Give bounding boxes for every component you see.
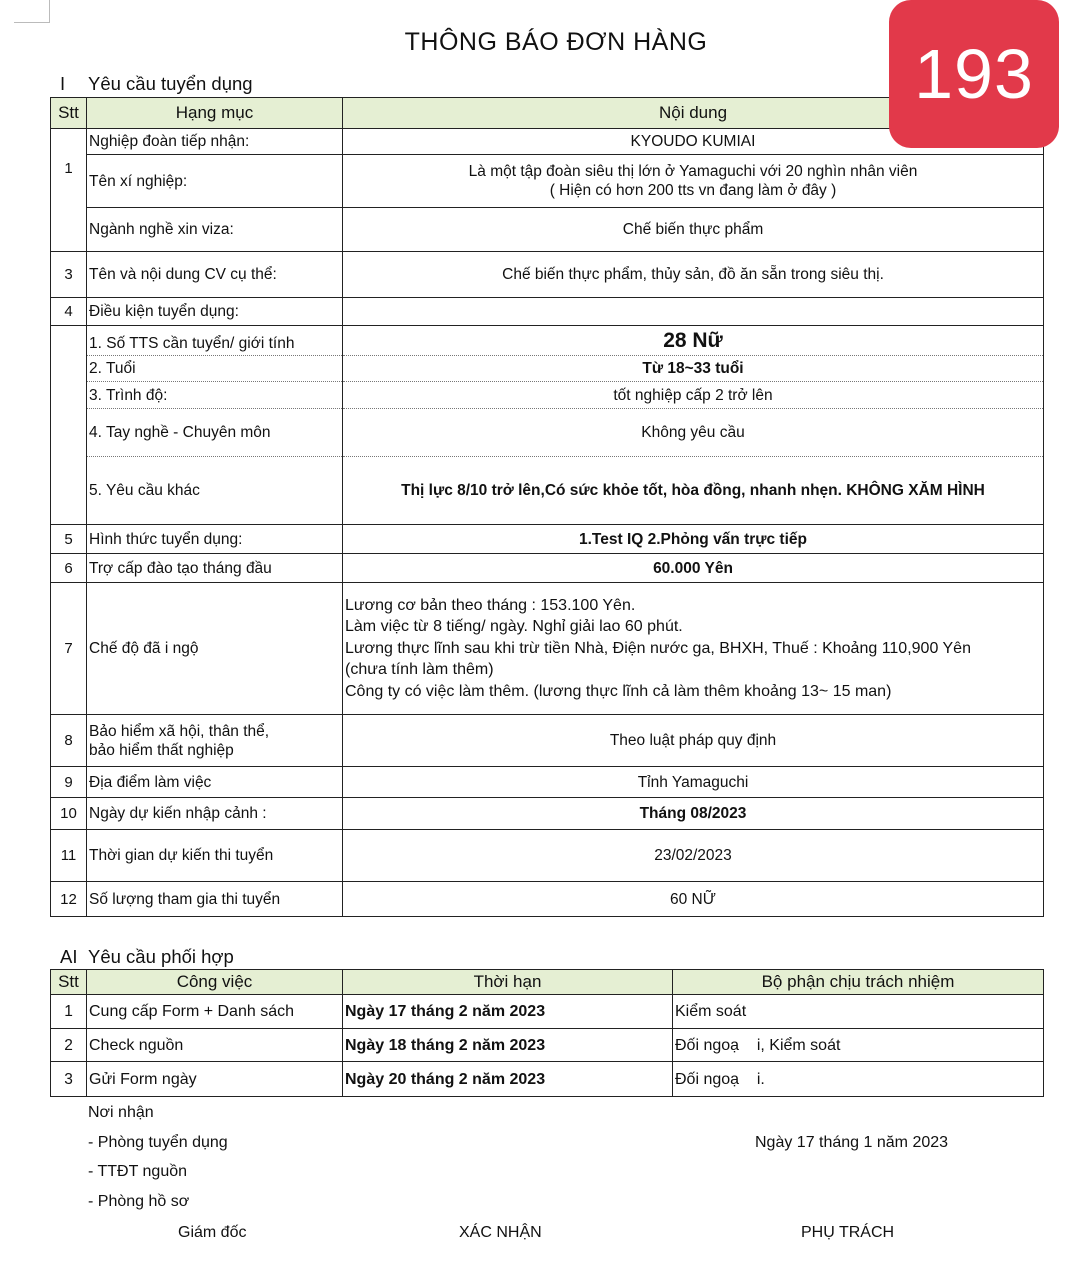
table-row: [51, 525, 1044, 554]
insurance-label: Bảo hiểm xã hội, thân thể,: [89, 722, 270, 740]
row-department: Đối ngoạ i, Kiểm soát: [673, 1029, 1044, 1062]
section-2-label: Yêu cầu phối hợp: [88, 946, 234, 967]
table-header-row: [51, 970, 1044, 995]
row-label: 2. Tuổi: [87, 356, 343, 382]
row-label: Tên xí nghiệp:: [87, 155, 343, 208]
row-value: Tháng 08/2023: [343, 798, 1044, 830]
document-title: THÔNG BÁO ĐƠN HÀNG: [404, 28, 708, 56]
table-row: [51, 326, 1044, 356]
company-description: Là một tập đoàn siêu thị lớn ở Yamaguchi với 20 nghìn nhân viên: [468, 163, 918, 180]
table-row: [51, 830, 1044, 882]
row-value: Theo luật pháp quy định: [343, 715, 1044, 767]
row-label: Trợ cấp đào tạo tháng đầu: [87, 554, 343, 583]
row-value: 23/02/2023: [343, 830, 1044, 882]
section-1-label: Yêu cầu tuyển dụng: [88, 73, 253, 94]
header-task: Công việc: [87, 970, 343, 995]
row-value: Không yêu cầu: [343, 409, 1044, 457]
header-deadline: Thời hạn: [343, 970, 673, 995]
row-deadline: Ngày 18 tháng 2 năm 2023: [343, 1029, 673, 1062]
table-row: [51, 155, 1044, 208]
row-label: Thời gian dự kiến thi tuyển: [87, 830, 343, 882]
table-row: [51, 1029, 1044, 1062]
recruitment-table: [50, 97, 1044, 917]
table-row: [51, 767, 1044, 798]
row-stt: [51, 208, 87, 252]
recipient-item: - Phòng tuyển dụng: [88, 1134, 228, 1151]
table-row: [51, 208, 1044, 252]
table-row: [51, 382, 1044, 409]
row-label: Điều kiện tuyển dụng:: [87, 298, 343, 326]
row-label: 3. Trình độ:: [87, 382, 343, 409]
header-department: Bộ phận chịu trách nhiệm: [673, 970, 1044, 995]
row-value: Chế biến thực phẩm: [343, 208, 1044, 252]
row-label: Hình thức tuyển dụng:: [87, 525, 343, 554]
row-stt: 1: [51, 129, 87, 208]
row-task: Check nguồn: [87, 1029, 343, 1062]
section-2-heading: [60, 946, 234, 968]
row-value: tốt nghiệp cấp 2 trở lên: [343, 382, 1044, 409]
section-1-heading: [60, 73, 253, 95]
table-row: [51, 409, 1044, 457]
row-value: Thị lực 8/10 trở lên,Có sức khỏe tốt, hòa đồng, nhanh nhẹn. KHÔNG XĂM HÌNH: [343, 457, 1044, 525]
row-value: 60 NỮ: [343, 882, 1044, 917]
company-note: ( Hiện có hơn 200 tts vn đang làm ở đây ): [549, 182, 837, 199]
row-label: 5. Yêu cầu khác: [87, 457, 343, 525]
row-stt: 4: [51, 298, 87, 326]
row-stt: 8: [51, 715, 87, 767]
row-label: Số lượng tham gia thi tuyển: [87, 882, 343, 917]
recipients-title: Nơi nhận: [88, 1104, 154, 1121]
row-task: Cung cấp Form + Danh sách: [87, 995, 343, 1029]
row-deadline: Ngày 20 tháng 2 năm 2023: [343, 1062, 673, 1097]
table-row: [51, 457, 1044, 525]
row-label: 4. Tay nghề - Chuyên môn: [87, 409, 343, 457]
document-date: Ngày 17 tháng 1 năm 2023: [755, 1134, 949, 1151]
row-label: Ngày dự kiến nhập cảnh :: [87, 798, 343, 830]
table-row: [51, 882, 1044, 917]
header-category: Hạng mục: [87, 98, 343, 129]
header-stt: Stt: [51, 98, 87, 129]
row-stt: 2: [51, 1029, 87, 1062]
table-row: [51, 1062, 1044, 1097]
row-value: Tỉnh Yamaguchi: [343, 767, 1044, 798]
table-row: [51, 798, 1044, 830]
row-value: 60.000 Yên: [343, 554, 1044, 583]
row-label: Tên và nội dung CV cụ thể:: [87, 252, 343, 298]
row-stt: 10: [51, 798, 87, 830]
order-number-badge: 193: [889, 0, 1059, 148]
row-department: Kiểm soát: [673, 995, 1044, 1029]
row-stt: 3: [51, 252, 87, 298]
row-label: 1. Số TTS cần tuyển/ giới tính: [87, 326, 343, 356]
insurance-label-2: bảo hiểm thất nghiệp: [89, 741, 234, 759]
row-label: Nghiệp đoàn tiếp nhận:: [87, 129, 343, 155]
row-value: [343, 298, 1044, 326]
header-content: Nội dung: [343, 98, 1044, 129]
net-salary-line: Lương thực lĩnh sau khi trừ tiền Nhà, Điện nước ga, BHXH, Thuế : Khoảng 110,900 Yên: [345, 639, 971, 657]
signature-confirm: XÁC NHẬN: [459, 1224, 542, 1241]
table-row: [51, 715, 1044, 767]
row-label: [87, 715, 343, 767]
page-corner-mark: [0, 0, 50, 30]
section-2-number: AI: [60, 946, 78, 967]
row-stt: 7: [51, 583, 87, 715]
row-label: Địa điểm làm việc: [87, 767, 343, 798]
table-row: [51, 252, 1044, 298]
row-value: [343, 155, 1044, 208]
row-department: Đối ngoạ i.: [673, 1062, 1044, 1097]
table-row: [51, 583, 1044, 715]
overtime-line: Công ty có việc làm thêm. (lương thực lĩnh cả làm thêm khoảng 13~ 15 man): [345, 682, 892, 700]
row-value: [343, 583, 1044, 715]
row-label: Ngành nghề xin viza:: [87, 208, 343, 252]
row-label: Chế độ đã i ngộ: [87, 583, 343, 715]
row-deadline: Ngày 17 tháng 2 năm 2023: [343, 995, 673, 1029]
signature-in-charge: PHỤ TRÁCH: [801, 1224, 895, 1241]
row-value: Từ 18~33 tuổi: [343, 356, 1044, 382]
table-row: [51, 995, 1044, 1029]
row-stt: 11: [51, 830, 87, 882]
table-row: [51, 554, 1044, 583]
salary-line: Lương cơ bản theo tháng : 153.100 Yên.: [345, 596, 636, 614]
hours-line: Làm việc từ 8 tiếng/ ngày. Nghỉ giải lao 60 phút.: [345, 618, 683, 636]
coordination-table: [50, 969, 1044, 1097]
row-value: KYOUDO KUMIAI: [343, 129, 1044, 155]
net-salary-note: (chưa tính làm thêm): [345, 661, 494, 679]
recipient-item: - TTĐT nguồn: [88, 1163, 188, 1180]
recipient-item: - Phòng hồ sơ: [88, 1193, 190, 1210]
table-row: [51, 356, 1044, 382]
row-stt: 3: [51, 1062, 87, 1097]
row-stt: [51, 326, 87, 525]
row-value: 28 Nữ: [343, 326, 1044, 356]
row-stt: 1: [51, 995, 87, 1029]
row-task: Gửi Form ngày: [87, 1062, 343, 1097]
row-stt: 5: [51, 525, 87, 554]
row-value: 1.Test IQ 2.Phỏng vấn trực tiếp: [343, 525, 1044, 554]
row-value: Chế biến thực phẩm, thủy sản, đồ ăn sẵn trong siêu thị.: [343, 252, 1044, 298]
header-stt: Stt: [51, 970, 87, 995]
row-stt: 9: [51, 767, 87, 798]
table-row: [51, 298, 1044, 326]
row-stt: 12: [51, 882, 87, 917]
section-1-number: I: [60, 73, 66, 94]
row-stt: 6: [51, 554, 87, 583]
signature-director: Giám đốc: [178, 1224, 247, 1241]
